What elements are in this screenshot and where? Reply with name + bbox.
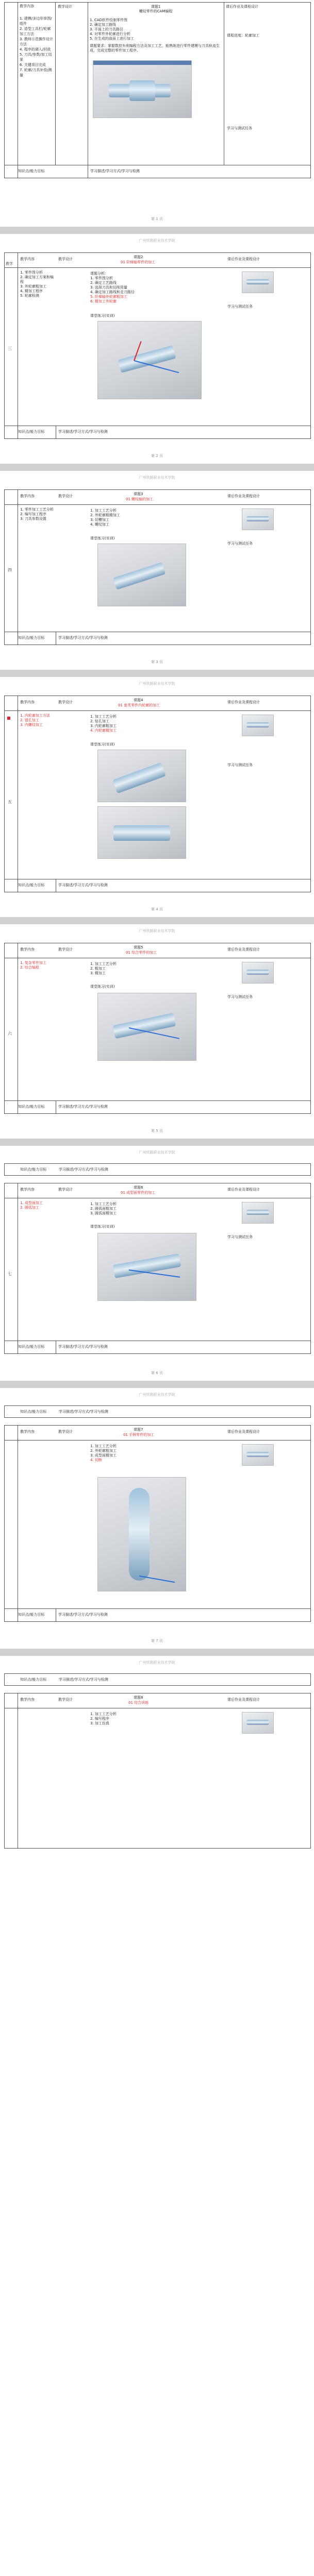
right-header: 课后作业及课程设计 xyxy=(227,700,260,704)
steps-list xyxy=(90,1444,219,1463)
content-list xyxy=(20,507,55,521)
page-number: 第 3 页 xyxy=(151,660,163,664)
side-letter: 三 xyxy=(8,346,12,351)
footer-left: 知识点/能力目标 xyxy=(18,636,45,640)
design-header: 教学设计 xyxy=(58,1188,73,1192)
list-item: 2. 钻孔加工 xyxy=(90,719,109,723)
list-item: 5. 刀具/参数/加工结果 xyxy=(20,53,52,62)
content-list xyxy=(20,1201,55,1210)
list-item: 1. 加工工艺分析 xyxy=(90,1444,117,1448)
list-item: 2. 圆弧面粗加工 xyxy=(90,1207,117,1211)
carry-over-footer xyxy=(4,1673,311,1686)
bore-render-2 xyxy=(97,806,186,859)
card-header-row xyxy=(5,253,310,268)
content-header: 教学内容 xyxy=(20,494,35,498)
card-side xyxy=(5,943,18,1113)
list-item: 4. 螺纹加工 xyxy=(90,522,109,527)
lesson-subtitle: 01 手柄零件的加工 xyxy=(123,1433,155,1437)
card-footer xyxy=(5,1100,310,1113)
lesson-subtitle: 01 套类零件内轮廓的加工 xyxy=(118,703,160,707)
footer-left: 知识点/能力目标 xyxy=(20,1167,47,1172)
page-number: 第 7 页 xyxy=(151,1639,163,1643)
card-side xyxy=(5,1426,18,1621)
card-side xyxy=(5,696,18,892)
shaft-render xyxy=(97,544,186,606)
footer-right: 学习描述/学习方式/学习与检测 xyxy=(58,430,108,434)
footer-right: 学习描述/学习方式/学习与检测 xyxy=(90,169,140,173)
page-header: 广州铁路职业技术学院 xyxy=(139,1393,175,1397)
part-thumbnail xyxy=(242,509,274,530)
design-header: 教学设计 xyxy=(58,1430,73,1434)
list-item: 4. 确定加工路线和走刀路径 xyxy=(90,290,135,294)
design-header: 教学设计 xyxy=(58,494,73,498)
page-header: 广州铁路职业技术学院 xyxy=(139,239,175,243)
content-header: 教学内容 xyxy=(20,257,35,261)
lesson-title: 课题4 xyxy=(134,698,143,702)
card-footer xyxy=(5,426,310,438)
lesson-subtitle: 01 综合零件的加工 xyxy=(126,951,157,955)
list-item: 1. 建模/多边形草图/组件 xyxy=(20,16,52,26)
design-header: 教学设计 xyxy=(58,700,73,704)
right-header: 课后作业及课程设计 xyxy=(226,5,258,9)
lesson-card-3 xyxy=(4,489,311,645)
carry-over-footer xyxy=(4,1163,311,1176)
card-side xyxy=(5,1183,18,1353)
steps-list xyxy=(90,1712,219,1726)
right-task: 学习与测试任务 xyxy=(227,1235,253,1239)
figure-caption: 课堂练习(实训) xyxy=(90,536,115,540)
lesson-card-6 xyxy=(4,1183,311,1354)
card-footer xyxy=(5,632,310,645)
page-separator xyxy=(0,464,314,471)
lesson-card-7 xyxy=(4,1425,311,1622)
right-header: 课后作业及课程设计 xyxy=(227,1188,260,1192)
design-header: 教学设计 xyxy=(58,5,72,9)
list-item: 2. 外轮廓粗加工 xyxy=(90,1449,117,1453)
page-separator xyxy=(0,1139,314,1146)
page-header: 广州铁路职业技术学院 xyxy=(139,682,175,686)
right-header: 课后作业及课程设计 xyxy=(227,257,260,261)
footer-left: 知识点/能力目标 xyxy=(18,169,45,173)
list-item: 2. 确定加工路线 xyxy=(90,23,116,27)
footer-left: 知识点/能力目标 xyxy=(18,1345,45,1349)
page-number: 第 5 页 xyxy=(151,1129,163,1133)
list-item: 2. 造型工具栏/轮廓加工方法 xyxy=(20,27,51,36)
list-item: 1. 成型面加工 xyxy=(20,1201,43,1205)
list-item: 4. 内轮廓精加工 xyxy=(90,728,117,733)
list-item: 1. 零件加工工艺分析 xyxy=(20,507,54,512)
lesson-subtitle: 01 成型面零件的加工 xyxy=(121,1191,156,1195)
right-column xyxy=(224,3,310,165)
figure-caption: 课堂练习(实训) xyxy=(90,314,115,318)
list-item: 5. 在生成的曲面上进行加工 xyxy=(90,37,134,41)
part-thumbnail xyxy=(242,1444,274,1466)
footer-right: 学习描述/学习方式/学习与检测 xyxy=(58,1613,108,1617)
list-item: 4. 切断 xyxy=(90,1458,102,1462)
list-item: 1. 零件图分析 xyxy=(90,276,113,280)
card-side xyxy=(5,490,18,645)
right-task: 学习与测试任务 xyxy=(227,304,253,309)
lesson-subtitle: 螺纹零件的CAM编程 xyxy=(139,9,173,13)
list-item: 4. 精加工程序 xyxy=(20,289,43,293)
card-header-row xyxy=(5,1693,310,1708)
list-item: 5. 阶梯轴外轮廓粗加工 xyxy=(90,295,127,299)
footer-left: 知识点/能力目标 xyxy=(18,1613,45,1617)
card-header-row xyxy=(5,1183,310,1198)
figure-caption: 课堂练习(实训) xyxy=(90,1225,115,1229)
design-header: 教学设计 xyxy=(58,1698,73,1702)
list-item: 1. 零件图分析 xyxy=(20,270,43,275)
list-item: 2. 圆弧加工 xyxy=(20,1206,39,1210)
footer-left: 知识点/能力目标 xyxy=(18,430,45,434)
carry-over-footer xyxy=(4,1405,311,1418)
shaft-render xyxy=(97,993,196,1061)
card-footer xyxy=(5,165,310,178)
card-header-row xyxy=(5,1426,310,1440)
lesson-title: 课题2 xyxy=(134,255,143,259)
list-item: 3. 成型面精加工 xyxy=(90,1453,117,1458)
page-number: 第 2 页 xyxy=(151,454,163,458)
right-task: 学习与测试任务 xyxy=(227,763,253,767)
page-separator xyxy=(0,670,314,677)
right-header: 课后作业及课程设计 xyxy=(227,1698,260,1702)
lesson-subtitle: 01 阶梯轴零件的加工 xyxy=(121,260,156,264)
list-item: 2. 外轮廓粗精加工 xyxy=(90,513,120,517)
footer-right: 学习描述/学习方式/学习与检测 xyxy=(59,1677,108,1682)
list-item: 2. 确定加工方案和编程 xyxy=(20,275,54,284)
lesson-card-5 xyxy=(4,943,311,1114)
list-item: 3. 精加工 xyxy=(90,971,106,975)
right-header: 课后作业及课程设计 xyxy=(227,947,260,952)
card-side xyxy=(5,3,18,178)
page-separator xyxy=(0,1381,314,1388)
list-item: 3. 平面上的刀具路径 xyxy=(90,27,123,31)
page-separator xyxy=(0,227,314,234)
card-side xyxy=(5,253,18,438)
footer-right: 学习描述/学习方式/学习与检测 xyxy=(59,1167,108,1172)
main-column xyxy=(88,3,224,165)
list-item: 4. 程序的调入/回放 xyxy=(20,47,51,52)
list-item: 1. 加工工艺分析 xyxy=(90,1202,117,1206)
page-header: 广州铁路职业技术学院 xyxy=(139,1660,175,1665)
footer-right: 学习描述/学习方式/学习与检测 xyxy=(59,1410,108,1414)
footer-right: 学习描述/学习方式/学习与检测 xyxy=(58,636,108,640)
right-note: 课程进度：轮廓加工 xyxy=(227,33,259,38)
handle-render xyxy=(97,1477,186,1591)
content-list xyxy=(20,714,55,727)
list-item: 2. 确定工艺路线 xyxy=(90,281,117,285)
content-header: 教学内容 xyxy=(20,947,35,952)
page-header: 广州铁路职业技术学院 xyxy=(139,929,175,933)
right-header: 课后作业及课程设计 xyxy=(227,494,260,498)
page-number: 第 1 页 xyxy=(151,217,163,221)
card-header-row xyxy=(5,490,310,505)
lesson-card-1 xyxy=(4,2,311,178)
right-task: 学习与测试任务 xyxy=(227,126,252,130)
list-item: 6. 关键项目完成 xyxy=(20,63,46,67)
side-letter: 四 xyxy=(8,568,12,572)
content-column xyxy=(18,3,56,165)
part-thumbnail xyxy=(242,962,274,984)
steps-list xyxy=(90,1202,219,1216)
lesson-title: 课题6 xyxy=(134,1185,143,1190)
page-separator xyxy=(0,917,314,924)
page-separator xyxy=(0,1649,314,1656)
list-item: 1. 加工工艺分析 xyxy=(90,1712,117,1716)
page-number: 第 6 页 xyxy=(151,1371,163,1375)
list-item: 4. 对零件外轮廓进行分析 xyxy=(90,32,130,36)
part-thumbnail xyxy=(242,1712,274,1734)
footer-right: 学习描述/学习方式/学习与检测 xyxy=(58,883,108,887)
lesson-card-8 xyxy=(4,1693,311,1849)
lesson-subtitle: 01 螺纹轴的加工 xyxy=(126,497,154,501)
steps-list xyxy=(90,272,219,304)
list-item: 1. 加工工艺分析 xyxy=(90,509,117,513)
list-item: 2. 综合编程 xyxy=(20,965,39,970)
cad-screenshot xyxy=(93,60,192,118)
lesson-title: 课题7 xyxy=(134,1428,143,1432)
card-side xyxy=(5,1693,18,1848)
side-letter: 七 xyxy=(8,1272,12,1276)
lesson-paragraph: 课题要求：掌握数控车削编程方法及加工工艺，能熟练进行零件建模与刀具轨迹生成，完成完整的零件加工程序。 xyxy=(90,44,220,53)
steps-list xyxy=(90,18,219,41)
list-item: 2. 粗加工 xyxy=(90,967,106,971)
lesson-title: 课题1 xyxy=(151,5,161,9)
bore-render-1 xyxy=(97,750,186,802)
list-item: 3. 内轮廓粗加工 xyxy=(90,724,117,728)
page-header: 广州铁路职业技术学院 xyxy=(139,476,175,480)
list-item: 3. 教师示范操作设计方法 xyxy=(20,37,53,46)
part-thumbnail xyxy=(242,1202,274,1224)
list-item: 2. 编写程序 xyxy=(90,1717,109,1721)
content-header: 教学内容 xyxy=(20,1188,35,1192)
footer-right: 学习描述/学习方式/学习与检测 xyxy=(58,1105,108,1109)
side-label: 教学 xyxy=(6,262,13,266)
design-header: 教学设计 xyxy=(58,257,73,261)
list-item: 3. 刀具参数设置 xyxy=(20,517,46,521)
list-item: 1. 加工工艺分析 xyxy=(90,962,117,966)
steps-list xyxy=(90,509,219,527)
list-item: 3. 加工仿真 xyxy=(90,1721,109,1725)
card-footer xyxy=(5,879,310,892)
page-header: 广州铁路职业技术学院 xyxy=(139,1150,175,1155)
steps-heading: 课题分析： xyxy=(90,272,108,276)
list-item: 3. 选择刀具和切削用量 xyxy=(90,285,127,290)
design-header: 教学设计 xyxy=(58,947,73,952)
lesson-title: 课题5 xyxy=(134,945,143,950)
lesson-card-2 xyxy=(4,252,311,439)
shaft-render xyxy=(97,1233,196,1301)
part-thumbnail xyxy=(242,272,274,293)
list-item: 1. 复杂零件加工 xyxy=(20,961,46,965)
card-footer xyxy=(5,1608,310,1621)
right-task: 学习与测试任务 xyxy=(227,995,253,999)
footer-left: 知识点/能力目标 xyxy=(20,1677,47,1682)
steps-list xyxy=(90,962,219,976)
page-number: 第 4 页 xyxy=(151,907,163,911)
content-header: 教学内容 xyxy=(20,4,34,8)
list-item: 3. 切槽加工 xyxy=(90,518,109,522)
card-footer xyxy=(5,1341,310,1353)
card-header-row xyxy=(5,696,310,711)
title-column xyxy=(56,3,88,165)
list-item: 3. 圆弧面精加工 xyxy=(90,1211,117,1215)
content-list xyxy=(20,16,54,78)
part-thumbnail xyxy=(242,715,274,736)
side-letter: 六 xyxy=(8,1031,12,1036)
figure-caption: 课堂练习(实训) xyxy=(90,985,115,989)
footer-left: 知识点/能力目标 xyxy=(20,1410,47,1414)
list-item: 2. 编写加工程序 xyxy=(20,512,46,516)
figure-caption: 课堂练习(实训) xyxy=(90,742,115,747)
lesson-card-4 xyxy=(4,696,311,892)
card-header-row xyxy=(5,943,310,958)
list-item: 2. 镗孔加工 xyxy=(20,718,39,722)
content-header: 教学内容 xyxy=(20,700,35,704)
footer-left: 知识点/能力目标 xyxy=(18,883,45,887)
list-item: 3. 内螺纹加工 xyxy=(20,723,43,727)
right-header: 课后作业及课程设计 xyxy=(227,1430,260,1434)
list-item: 5. 轮廓检测 xyxy=(20,294,39,298)
right-task: 学习与测试任务 xyxy=(227,541,253,546)
list-item: 7. 轮廓/刀具补偿/测量 xyxy=(20,68,52,77)
steps-list xyxy=(90,715,219,733)
footer-left: 知识点/能力目标 xyxy=(18,1105,45,1109)
list-item: 1. CAD软件绘制零件图 xyxy=(90,18,127,22)
content-list xyxy=(20,961,55,970)
lesson-title: 课题3 xyxy=(134,492,143,496)
side-letter: 五 xyxy=(8,800,12,804)
lesson-title: 课题8 xyxy=(134,1696,143,1700)
list-item: 6. 精加工外轮廓 xyxy=(90,299,117,303)
list-item: 1. 加工工艺分析 xyxy=(90,715,117,719)
list-item: 1. 内轮廓加工方法 xyxy=(20,714,50,718)
content-header: 教学内容 xyxy=(20,1430,35,1434)
content-header: 教学内容 xyxy=(20,1698,35,1702)
footer-right: 学习描述/学习方式/学习与检测 xyxy=(58,1345,108,1349)
lesson-subtitle: 01 综合训练 xyxy=(128,1701,149,1705)
content-list xyxy=(20,270,55,298)
shaft-render xyxy=(97,321,202,399)
list-item: 3. 外轮廓粗加工 xyxy=(20,284,46,289)
